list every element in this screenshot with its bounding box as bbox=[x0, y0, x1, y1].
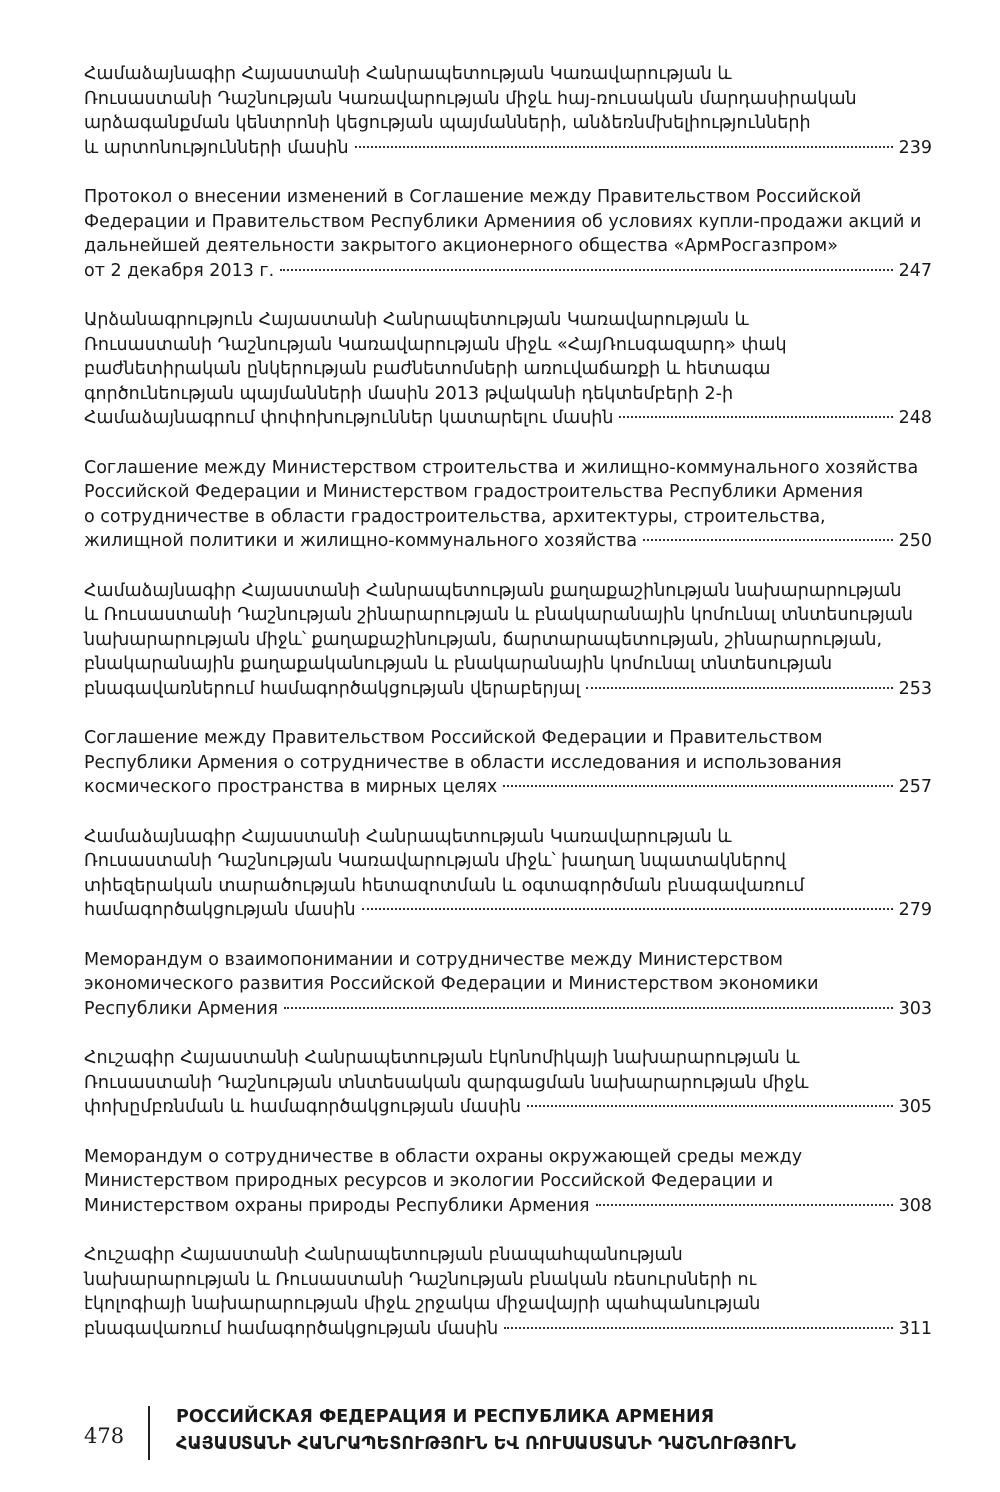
toc-entry-line: Республики Армения о сотрудничестве в области исследования и использования bbox=[84, 752, 842, 773]
running-title-ru: РОССИЙСКАЯ ФЕДЕРАЦИЯ И РЕСПУБЛИКА АРМЕНИЯ bbox=[176, 1407, 715, 1427]
dot-leader bbox=[504, 1327, 892, 1329]
toc-entry bbox=[84, 185, 932, 283]
toc-page-number: 311 bbox=[898, 1318, 932, 1339]
toc-entry-line: Федерации и Правительством Республики Армениия об условиях купли-продажи акций и bbox=[84, 211, 922, 232]
toc-entry bbox=[84, 1145, 932, 1219]
toc-entry bbox=[84, 726, 932, 800]
toc-entry-last-line bbox=[84, 775, 932, 800]
toc-entry bbox=[84, 456, 932, 554]
dot-leader bbox=[596, 1204, 893, 1206]
toc-page-number: 253 bbox=[898, 678, 932, 699]
toc-entry-last-line bbox=[84, 259, 932, 284]
toc-page-number: 305 bbox=[898, 1097, 932, 1117]
toc-entry-line: Республики Армения bbox=[84, 998, 278, 1019]
toc-entry-line: о сотрудничестве в области градостроительства, архитектуры, строительства, bbox=[84, 506, 826, 527]
toc-entry-line: համագործակցության մասին bbox=[84, 900, 356, 920]
toc-page-number: 250 bbox=[898, 531, 932, 551]
toc-page-number: 279 bbox=[898, 900, 932, 920]
toc-page-number: 239 bbox=[898, 137, 932, 158]
toc-entry-line: Արձանագրություն Հայաստանի Հանրապետության Կառավարության և bbox=[84, 310, 749, 330]
toc-entry-line: Соглашение между Министерством строительства и жилищно-коммунального хозяйства bbox=[84, 457, 919, 478]
toc-entry-last-line bbox=[84, 529, 932, 554]
toc-page-number: 257 bbox=[898, 777, 932, 797]
toc-entry-last-line bbox=[84, 406, 932, 431]
toc-entry-line: Российской Федерации и Министерством градостроительства Республики Армения bbox=[84, 482, 864, 502]
toc-entry-last-line bbox=[84, 677, 932, 702]
page-number: 478 bbox=[84, 1424, 125, 1448]
toc-entry bbox=[84, 1243, 932, 1341]
toc-entry-line: Соглашение между Правительством Российской Федерации и Правительством bbox=[84, 728, 823, 748]
toc-entry-line: Министерством охраны природы Республики Армения bbox=[84, 1195, 590, 1216]
toc-entry-line: Համաձայնագիր Հայաստանի Հանրապետության քաղաքաշինության նախարարության bbox=[84, 580, 902, 601]
toc-entry-line: բնակարանային քաղաքականության և բնակարանային կոմունալ տնտեսության bbox=[84, 654, 833, 674]
toc-entry-line: экономического развития Российской Федерации и Министерством экономики bbox=[84, 974, 819, 994]
dot-leader bbox=[355, 146, 893, 148]
toc-entry-line: նախարարության միջև՝ քաղաքաշինության, ճարտարապետության, շինարարության, bbox=[84, 629, 883, 650]
dot-leader bbox=[527, 1105, 892, 1107]
toc-page-number: 308 bbox=[898, 1195, 932, 1216]
running-title bbox=[176, 1404, 796, 1458]
toc-entry-line: գործունեության պայմանների մասին 2013 թվականի դեկտեմբերի 2-ի bbox=[84, 383, 734, 404]
toc-entry-line: Ռուսաստանի Դաշնության Կառավարության միջև՝ խաղաղ նպատակներով bbox=[84, 851, 787, 871]
toc-page-number: 248 bbox=[898, 408, 932, 428]
dot-leader bbox=[586, 687, 892, 689]
toc-entry-line: Համաձայնագրում փոփոխություններ կատարելու մասին bbox=[84, 408, 614, 428]
toc-entry-last-line bbox=[84, 1095, 932, 1120]
toc-page-number: 303 bbox=[898, 998, 932, 1019]
toc-entry-line: Ռուսաստանի Դաշնության Կառավարության միջև հայ-ռուսական մարդասիրական bbox=[84, 88, 857, 109]
toc-entry-line: Հուշագիր Հայաստանի Հանրապետության բնապահպանության bbox=[84, 1245, 683, 1265]
toc-entry-line: և արտոնությունների մասին bbox=[84, 137, 349, 158]
toc-entry-line: Ռուսաստանի Դաշնության Կառավարության միջև «ՀայՌուսգազարդ» փակ bbox=[84, 334, 787, 355]
dot-leader bbox=[280, 269, 892, 271]
toc-entry-line: космического пространства в мирных целях bbox=[84, 777, 498, 797]
toc-entry-last-line bbox=[84, 1194, 932, 1219]
toc-entry-last-line bbox=[84, 136, 932, 161]
dot-leader bbox=[619, 416, 892, 418]
toc-entry-line: արձագանքման կենտրոնի կեցության պայմանների, անձեռնմխելիությունների bbox=[84, 113, 811, 133]
toc-entry-line: от 2 декабря 2013 г. bbox=[84, 260, 275, 281]
toc-entry-line: дальнейшей деятельности закрытого акционерного общества «АрмРосгазпром» bbox=[84, 236, 838, 256]
toc-entry-line: և Ռուսաստանի Դաշնության շինարարության և բնակարանային կոմունալ տնտեսության bbox=[84, 605, 913, 625]
toc-entry bbox=[84, 308, 932, 431]
toc-entry-line: տիեզերական տարածության հետազոտման և օգտագործման բնագավառում bbox=[84, 875, 805, 896]
toc-entry-line: նախարարության և Ռուսաստանի Դաշնության բնական ռեսուրսների ու bbox=[84, 1269, 757, 1290]
toc-entry-line: փոխըմբռնման և համագործակցության մասին bbox=[84, 1097, 522, 1117]
toc-entry-line: բնագավառներում համագործակցության վերաբերյալ bbox=[84, 678, 581, 699]
toc-entry-last-line bbox=[84, 898, 932, 923]
dot-leader bbox=[503, 785, 892, 787]
table-of-contents bbox=[84, 62, 932, 1366]
toc-entry-line: Հուշագիր Հայաստանի Հանրապետության էկոնոմիկայի նախարարության և bbox=[84, 1048, 800, 1068]
dot-leader bbox=[284, 1007, 893, 1009]
toc-entry-line: էկոլոգիայի նախարարության միջև շրջակա միջավայրի պահպանության bbox=[84, 1294, 761, 1314]
toc-entry-last-line bbox=[84, 1317, 932, 1342]
running-title-hy: ՀԱՅԱՍՏԱՆԻ ՀԱՆՐԱՊԵՏՈՒԹՅՈՒՆ ԵՎ ՌՈՒՍԱՍՏԱՆԻ ԴԱՇՆՈՒԹՅՈՒՆ bbox=[176, 1434, 797, 1454]
dot-leader bbox=[362, 908, 893, 910]
toc-entry bbox=[84, 948, 932, 1022]
toc-entry-line: Меморандум о сотрудничестве в области охраны окружающей среды между bbox=[84, 1146, 803, 1167]
toc-entry bbox=[84, 825, 932, 923]
toc-entry-line: Протокол о внесении изменений в Соглашение между Правительством Российской bbox=[84, 187, 862, 207]
toc-entry-line: жилищной политики и жилищно-коммунального хозяйства bbox=[84, 531, 638, 551]
page-footer bbox=[84, 1400, 944, 1470]
toc-entry-line: բնագավառում համագործակցության մասին bbox=[84, 1318, 499, 1339]
toc-entry bbox=[84, 1046, 932, 1120]
toc-entry-line: Համաձայնագիր Հայաստանի Հանրապետության Կառավարության և bbox=[84, 64, 732, 84]
toc-entry bbox=[84, 579, 932, 702]
toc-page-number: 247 bbox=[898, 260, 932, 281]
toc-entry-last-line bbox=[84, 997, 932, 1022]
toc-entry-line: Համաձայնագիր Հայաստանի Հանրապետության Կառավարության և bbox=[84, 826, 732, 847]
toc-entry-line: Меморандум о взаимопонимании и сотрудничестве между Министерством bbox=[84, 949, 783, 970]
toc-entry-line: Ռուսաստանի Դաշնության տնտեսական զարգացման նախարարության միջև bbox=[84, 1072, 809, 1093]
dot-leader bbox=[643, 539, 893, 541]
toc-entry-line: բաժնետիրական ընկերության բաժնետոմսերի առուվաճառքի և հետագա bbox=[84, 359, 771, 379]
toc-entry-line: Министерством природных ресурсов и экологии Российской Федерации и bbox=[84, 1171, 774, 1191]
toc-entry bbox=[84, 62, 932, 160]
footer-divider bbox=[148, 1406, 150, 1460]
